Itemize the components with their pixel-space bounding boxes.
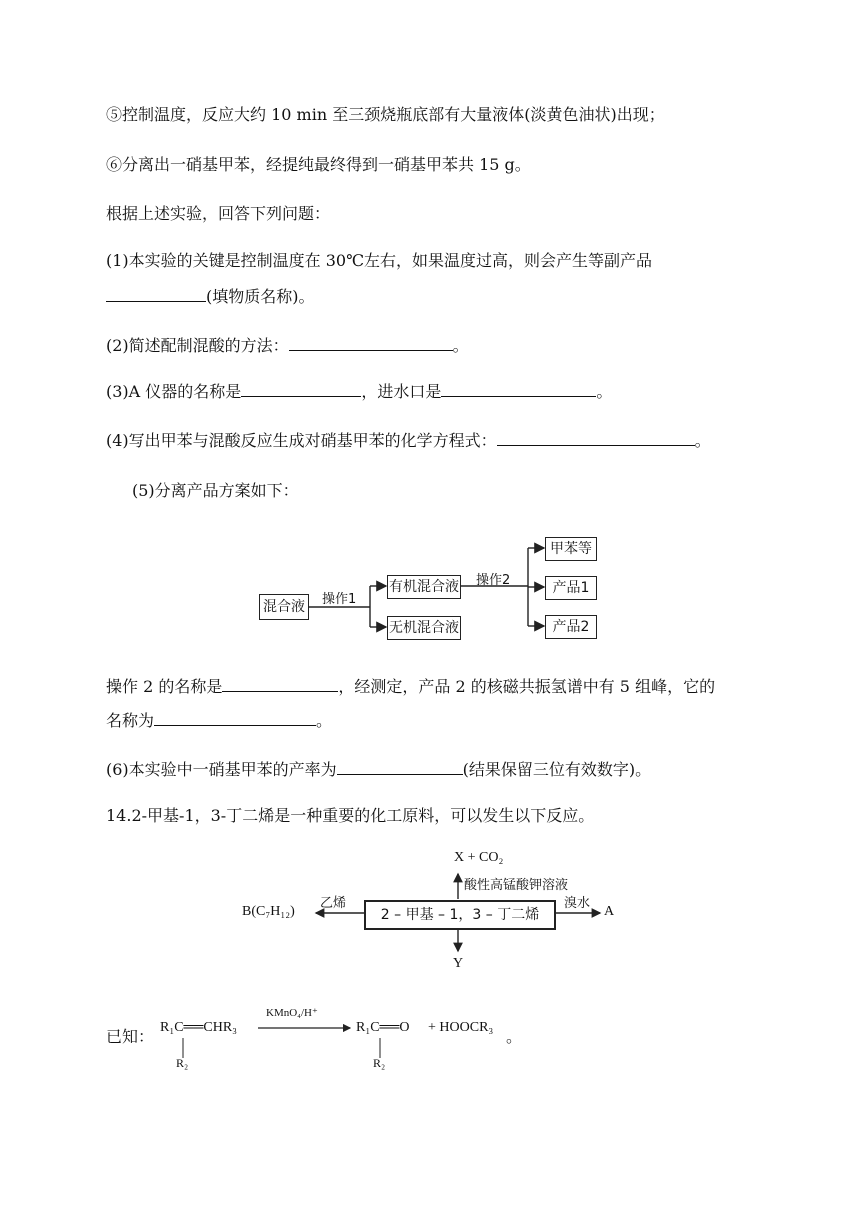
left-reagent-label: 乙烯 bbox=[320, 896, 347, 911]
known-prefix: 已知： bbox=[106, 1027, 155, 1046]
question-1-line-b bbox=[106, 285, 315, 308]
known-end: 。 bbox=[506, 1027, 523, 1046]
question-4-line bbox=[106, 429, 711, 452]
answer-blank[interactable] bbox=[222, 675, 338, 692]
separation-flowchart bbox=[250, 530, 610, 650]
question-14-line: 14.2-甲基-1，3-丁二烯是一种重要的化工原料，可以发生以下反应。 bbox=[106, 806, 595, 825]
question-6-text: (6)本实验中一硝基甲苯的产率为 bbox=[106, 760, 337, 779]
bottom-product-label: Y bbox=[453, 956, 464, 971]
acid-product: + HOOCR₃ bbox=[428, 1020, 494, 1035]
question-1-line-a: (1)本实验的关键是控制温度在 30℃左右，如果温度过高，则会产生等副产品 bbox=[106, 251, 653, 270]
question-3-text: (3)A 仪器的名称是 bbox=[106, 382, 242, 401]
product-2-box: 产品2 bbox=[545, 615, 597, 639]
operation-2-text: 操作 2 的名称是 bbox=[106, 677, 223, 696]
operation-2-question-line-a bbox=[106, 675, 715, 698]
top-reagent-label: 酸性高锰酸钾溶液 bbox=[464, 878, 569, 893]
reaction-scheme bbox=[236, 846, 636, 976]
toluene-box: 甲苯等 bbox=[545, 537, 597, 561]
top-product-label: X + CO₂ bbox=[454, 850, 504, 865]
question-3-middle: ，进水口是 bbox=[361, 382, 442, 401]
product-substituent: R₂ bbox=[373, 1056, 386, 1070]
reactant-formula: R₁C══CHR₃ bbox=[160, 1020, 238, 1035]
right-product-label: A bbox=[604, 904, 615, 919]
question-5-line: (5)分离产品方案如下： bbox=[132, 481, 299, 500]
known-reaction bbox=[106, 1004, 546, 1074]
product-formula: R₁C══O bbox=[356, 1020, 410, 1035]
organic-mixture-box: 有机混合液 bbox=[387, 575, 461, 599]
question-4-end: 。 bbox=[694, 431, 711, 450]
question-2-line bbox=[106, 334, 469, 357]
answer-blank[interactable] bbox=[497, 429, 695, 446]
step5-line: ⑤控制温度，反应大约 10 min 至三颈烧瓶底部有大量液体(淡黄色油状)出现； bbox=[106, 105, 665, 124]
step6-line: ⑥分离出一硝基甲苯，经提纯最终得到一硝基甲苯共 15 g。 bbox=[106, 155, 531, 174]
answer-blank[interactable] bbox=[241, 380, 361, 397]
question-3-line bbox=[106, 380, 612, 403]
operation-2-text-b: ，经测定，产品 2 的核磁共振氢谱中有 5 组峰，它的 bbox=[338, 677, 716, 696]
left-product-label: B(C₇H₁₂) bbox=[242, 904, 295, 919]
intro-line: 根据上述实验，回答下列问题： bbox=[106, 204, 331, 223]
operation-1-label: 操作1 bbox=[322, 592, 357, 607]
question-2-text: (2)简述配制混酸的方法： bbox=[106, 336, 289, 355]
mixture-box: 混合液 bbox=[259, 594, 309, 620]
product-2-name-text: 名称为 bbox=[106, 711, 155, 730]
inorganic-mixture-box: 无机混合液 bbox=[387, 616, 461, 640]
answer-blank[interactable] bbox=[289, 334, 453, 351]
operation-2-label: 操作2 bbox=[476, 573, 511, 588]
operation-2-end: 。 bbox=[316, 711, 333, 730]
question-2-end: 。 bbox=[452, 336, 469, 355]
right-reagent-label: 溴水 bbox=[564, 896, 591, 911]
reactant-substituent: R₂ bbox=[176, 1056, 189, 1070]
question-4-text: (4)写出甲苯与混酸反应生成对硝基甲苯的化学方程式： bbox=[106, 431, 497, 450]
answer-blank[interactable] bbox=[441, 380, 596, 397]
question-6-line bbox=[106, 758, 651, 781]
question-1-suffix: (填物质名称)。 bbox=[206, 287, 315, 306]
question-6-suffix: (结果保留三位有效数字)。 bbox=[462, 760, 652, 779]
reagent-label: KMnO₄/H⁺ bbox=[266, 1007, 318, 1019]
question-3-end: 。 bbox=[596, 382, 613, 401]
answer-blank[interactable] bbox=[337, 758, 463, 775]
answer-blank[interactable] bbox=[106, 285, 206, 302]
answer-blank[interactable] bbox=[154, 709, 316, 726]
product-1-box: 产品1 bbox=[545, 576, 597, 600]
center-compound-box: 2 – 甲基 – 1，3 – 丁二烯 bbox=[364, 900, 556, 930]
operation-2-question-line-b bbox=[106, 709, 332, 732]
reaction-arrow bbox=[258, 1023, 358, 1033]
